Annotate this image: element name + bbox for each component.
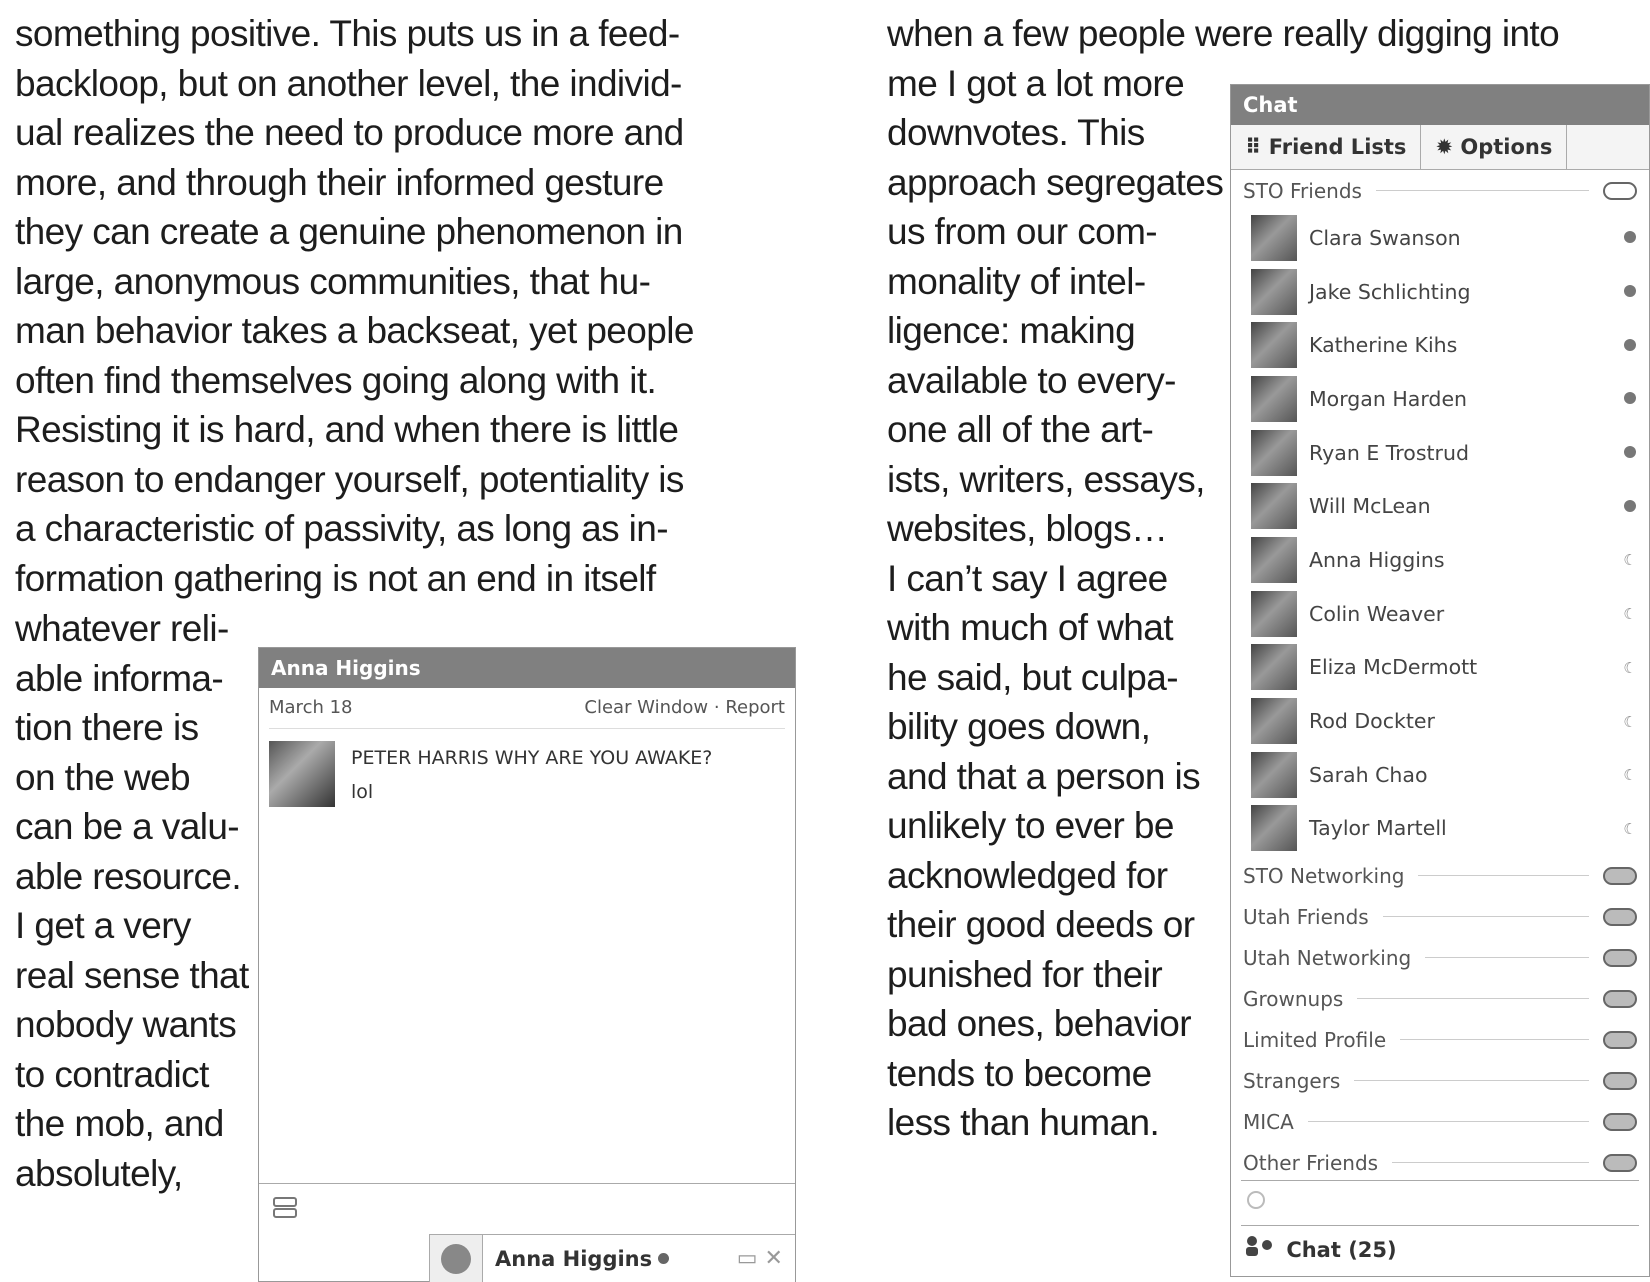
friend-name: Taylor Martell: [1309, 816, 1447, 841]
text-line: ual realizes the need to produce more and: [15, 112, 684, 153]
friend-item[interactable]: [1231, 372, 1649, 426]
text-line: real sense that: [15, 954, 249, 996]
friend-item[interactable]: [1231, 641, 1649, 695]
group-label: Grownups: [1243, 986, 1344, 1011]
group-item[interactable]: [1231, 855, 1649, 896]
online-dot-icon: [1623, 389, 1637, 408]
toggle-switch[interactable]: [1603, 1113, 1637, 1131]
friend-name: Sarah Chao: [1309, 762, 1428, 787]
chat-count: Chat (25): [1286, 1238, 1397, 1262]
text-line: their good deeds or: [887, 904, 1195, 945]
friend-name: Morgan Harden: [1309, 386, 1468, 411]
text-line: me I got a lot more: [887, 62, 1185, 104]
friend-name: Will McLean: [1309, 494, 1431, 519]
toggle-switch[interactable]: [1603, 908, 1637, 926]
text-line: Resisting it is hard, and when there is little: [15, 409, 679, 450]
text-line: to contradict: [15, 1053, 209, 1095]
group-sto-friends[interactable]: [1231, 170, 1649, 211]
avatar: [1251, 805, 1297, 851]
online-dot-icon: [1623, 443, 1637, 462]
divider: [1425, 957, 1589, 958]
text-line: he said, but culpa-: [887, 656, 1178, 698]
divider: [1383, 916, 1589, 917]
text-line: something positive. This puts us in a feed-: [15, 13, 680, 54]
text-line: more, and through their informed gesture: [15, 161, 664, 203]
text-line: ligence: making: [887, 310, 1136, 351]
online-dot-icon: [1623, 228, 1637, 247]
friend-name: Jake Schlichting: [1309, 279, 1471, 304]
divider: [1418, 875, 1589, 876]
divider: [1376, 190, 1589, 191]
article-column-1: [15, 9, 735, 603]
text-line: absolutely,: [15, 1152, 183, 1194]
text-line: punished for their: [887, 953, 1163, 995]
toggle-switch[interactable]: [1603, 949, 1637, 967]
chat-message: [259, 729, 795, 821]
group-item[interactable]: [1231, 896, 1649, 937]
avatar: [1251, 269, 1297, 315]
idle-moon-icon: [1623, 604, 1637, 623]
friend-name: Katherine Kihs: [1309, 333, 1458, 358]
text-line: monality of intel-: [887, 260, 1146, 302]
toggle-switch[interactable]: [1603, 1154, 1637, 1172]
text-line: available to every-: [887, 359, 1176, 401]
text-line: tends to become: [887, 1052, 1152, 1094]
chat-actions-link[interactable]: Clear Window · Report: [584, 697, 785, 718]
friend-name: Ryan E Trostrud: [1309, 440, 1469, 465]
friend-name: Clara Swanson: [1309, 225, 1461, 250]
text-line: with much of what: [887, 607, 1173, 648]
idle-moon-icon: [1623, 658, 1637, 677]
group-label: STO Friends: [1243, 178, 1362, 203]
text-line: able informa-: [15, 657, 224, 699]
chat-date: March 18: [269, 697, 353, 718]
text-line: often find themselves going along with it.: [15, 359, 657, 401]
person-icon: [1243, 1238, 1286, 1262]
text-line: acknowledged for: [887, 854, 1168, 896]
divider: [1354, 1080, 1589, 1081]
text-line: whatever reli-: [15, 608, 229, 649]
chat-message-text-2: lol: [351, 781, 374, 803]
text-line: websites, blogs…: [887, 508, 1168, 549]
group-item[interactable]: [1231, 1142, 1649, 1183]
text-line: they can create a genuine phenomenon in: [15, 211, 683, 252]
article-column-1-narrow: [15, 604, 255, 1198]
friend-item[interactable]: [1231, 802, 1649, 856]
chat-footer[interactable]: [1231, 1225, 1649, 1275]
avatar[interactable]: [269, 741, 335, 807]
avatar: [1251, 537, 1297, 583]
friend-item[interactable]: [1231, 533, 1649, 587]
chat-message-text: PETER HARRIS WHY ARE YOU AWAKE?: [351, 747, 713, 769]
avatar: [1251, 215, 1297, 261]
friend-item[interactable]: [1231, 479, 1649, 533]
friend-item[interactable]: [1231, 694, 1649, 748]
online-dot-icon: [1623, 336, 1637, 355]
group-item[interactable]: [1231, 978, 1649, 1019]
text-line: tion there is: [15, 707, 199, 748]
friend-item[interactable]: [1231, 318, 1649, 372]
sidebar-tabs: [1231, 125, 1649, 170]
toggle-switch[interactable]: [1603, 182, 1637, 200]
search-icon: [1247, 1191, 1265, 1209]
group-label: Strangers: [1243, 1068, 1341, 1093]
text-line: unlikely to ever be: [887, 805, 1174, 846]
friend-item[interactable]: [1231, 211, 1649, 265]
friend-name: Anna Higgins: [1309, 547, 1445, 572]
idle-moon-icon: [1623, 712, 1637, 731]
friend-name: Eliza McDermott: [1309, 655, 1478, 680]
emoticon-icon[interactable]: [271, 1194, 301, 1224]
text-line: when a few people were really digging into: [887, 13, 1560, 54]
toggle-switch[interactable]: [1603, 990, 1637, 1008]
chat-sidebar: [1230, 84, 1650, 1277]
friend-name: Rod Dockter: [1309, 709, 1435, 734]
divider: [1308, 1121, 1589, 1122]
idle-moon-icon: [1623, 765, 1637, 784]
tab-options[interactable]: ✹ Options: [1421, 125, 1567, 169]
group-label: MICA: [1243, 1109, 1294, 1134]
text-line: approach segregates: [887, 161, 1224, 203]
text-line: large, anonymous communities, that hu-: [15, 260, 651, 302]
group-label: STO Networking: [1243, 863, 1405, 888]
friend-item[interactable]: [1231, 587, 1649, 641]
divider: [1357, 998, 1589, 999]
text-line: can be a valu-: [15, 806, 240, 847]
text-line: able resource.: [15, 855, 242, 897]
friend-list: [1231, 211, 1649, 855]
chat-window-title[interactable]: Anna Higgins: [259, 648, 795, 688]
sidebar-title[interactable]: Chat: [1231, 85, 1649, 125]
text-line: I get a very: [15, 905, 191, 946]
text-line: reason to endanger yourself, potentiality is: [15, 458, 684, 500]
avatar: [1251, 483, 1297, 529]
friend-item[interactable]: [1231, 265, 1649, 319]
friend-item[interactable]: [1231, 748, 1649, 802]
online-dot-icon: [1623, 282, 1637, 301]
chat-input[interactable]: [259, 1183, 795, 1234]
group-label: Utah Networking: [1243, 945, 1412, 970]
text-line: the mob, and: [15, 1103, 224, 1144]
divider: [1392, 1162, 1589, 1163]
text-line: bad ones, behavior: [887, 1003, 1191, 1044]
text-line: and that a person is: [887, 755, 1200, 797]
toggle-switch[interactable]: [1603, 867, 1637, 885]
avatar: [1251, 644, 1297, 690]
divider: [1400, 1039, 1589, 1040]
group-item[interactable]: [1231, 1060, 1649, 1101]
text-line: on the web: [15, 756, 191, 798]
idle-moon-icon: [1623, 819, 1637, 838]
avatar: [1251, 752, 1297, 798]
group-item[interactable]: [1231, 937, 1649, 978]
text-line: bility goes down,: [887, 706, 1151, 747]
group-label: Other Friends: [1243, 1150, 1379, 1175]
text-line: formation gathering is not an end in itself: [15, 557, 656, 599]
friend-item[interactable]: [1231, 426, 1649, 480]
chat-tab-name[interactable]: Anna Higgins: [495, 1246, 653, 1271]
chat-window-meta: [269, 688, 785, 729]
avatar: [1251, 376, 1297, 422]
chat-window: [258, 647, 796, 1282]
text-line: man behavior takes a backseat, yet people: [15, 310, 694, 351]
group-label: Limited Profile: [1243, 1027, 1387, 1052]
avatar: [1251, 591, 1297, 637]
idle-moon-icon: [1623, 550, 1637, 569]
text-line: backloop, but on another level, the individ-: [15, 62, 682, 104]
group-label: Utah Friends: [1243, 904, 1369, 929]
friend-name: Colin Weaver: [1309, 601, 1445, 626]
search-input[interactable]: [1241, 1180, 1639, 1226]
chat-message-body: [351, 741, 712, 809]
text-line: less than human.: [887, 1102, 1160, 1143]
toggle-switch[interactable]: [1603, 1031, 1637, 1049]
online-dot-icon: [658, 1253, 669, 1264]
group-item[interactable]: [1231, 1019, 1649, 1060]
text-line: ists, writers, essays,: [887, 458, 1205, 500]
avatar: [1251, 322, 1297, 368]
tab-friend-lists[interactable]: ⠿ Friend Lists: [1231, 125, 1421, 169]
avatar: [1251, 698, 1297, 744]
text-line: one all of the art-: [887, 409, 1154, 450]
text-line: downvotes. This: [887, 112, 1145, 153]
group-item[interactable]: [1231, 1101, 1649, 1142]
text-line: us from our com-: [887, 211, 1158, 252]
text-line: I can’t say I agree: [887, 557, 1168, 599]
online-dot-icon: [1623, 497, 1637, 516]
window-controls[interactable]: ▭ ✕: [736, 1246, 783, 1271]
text-line: a characteristic of passivity, as long as in-: [15, 508, 668, 549]
toggle-switch[interactable]: [1603, 1072, 1637, 1090]
group-list: [1231, 855, 1649, 1183]
avatar: [1251, 430, 1297, 476]
text-line: nobody wants: [15, 1004, 237, 1045]
